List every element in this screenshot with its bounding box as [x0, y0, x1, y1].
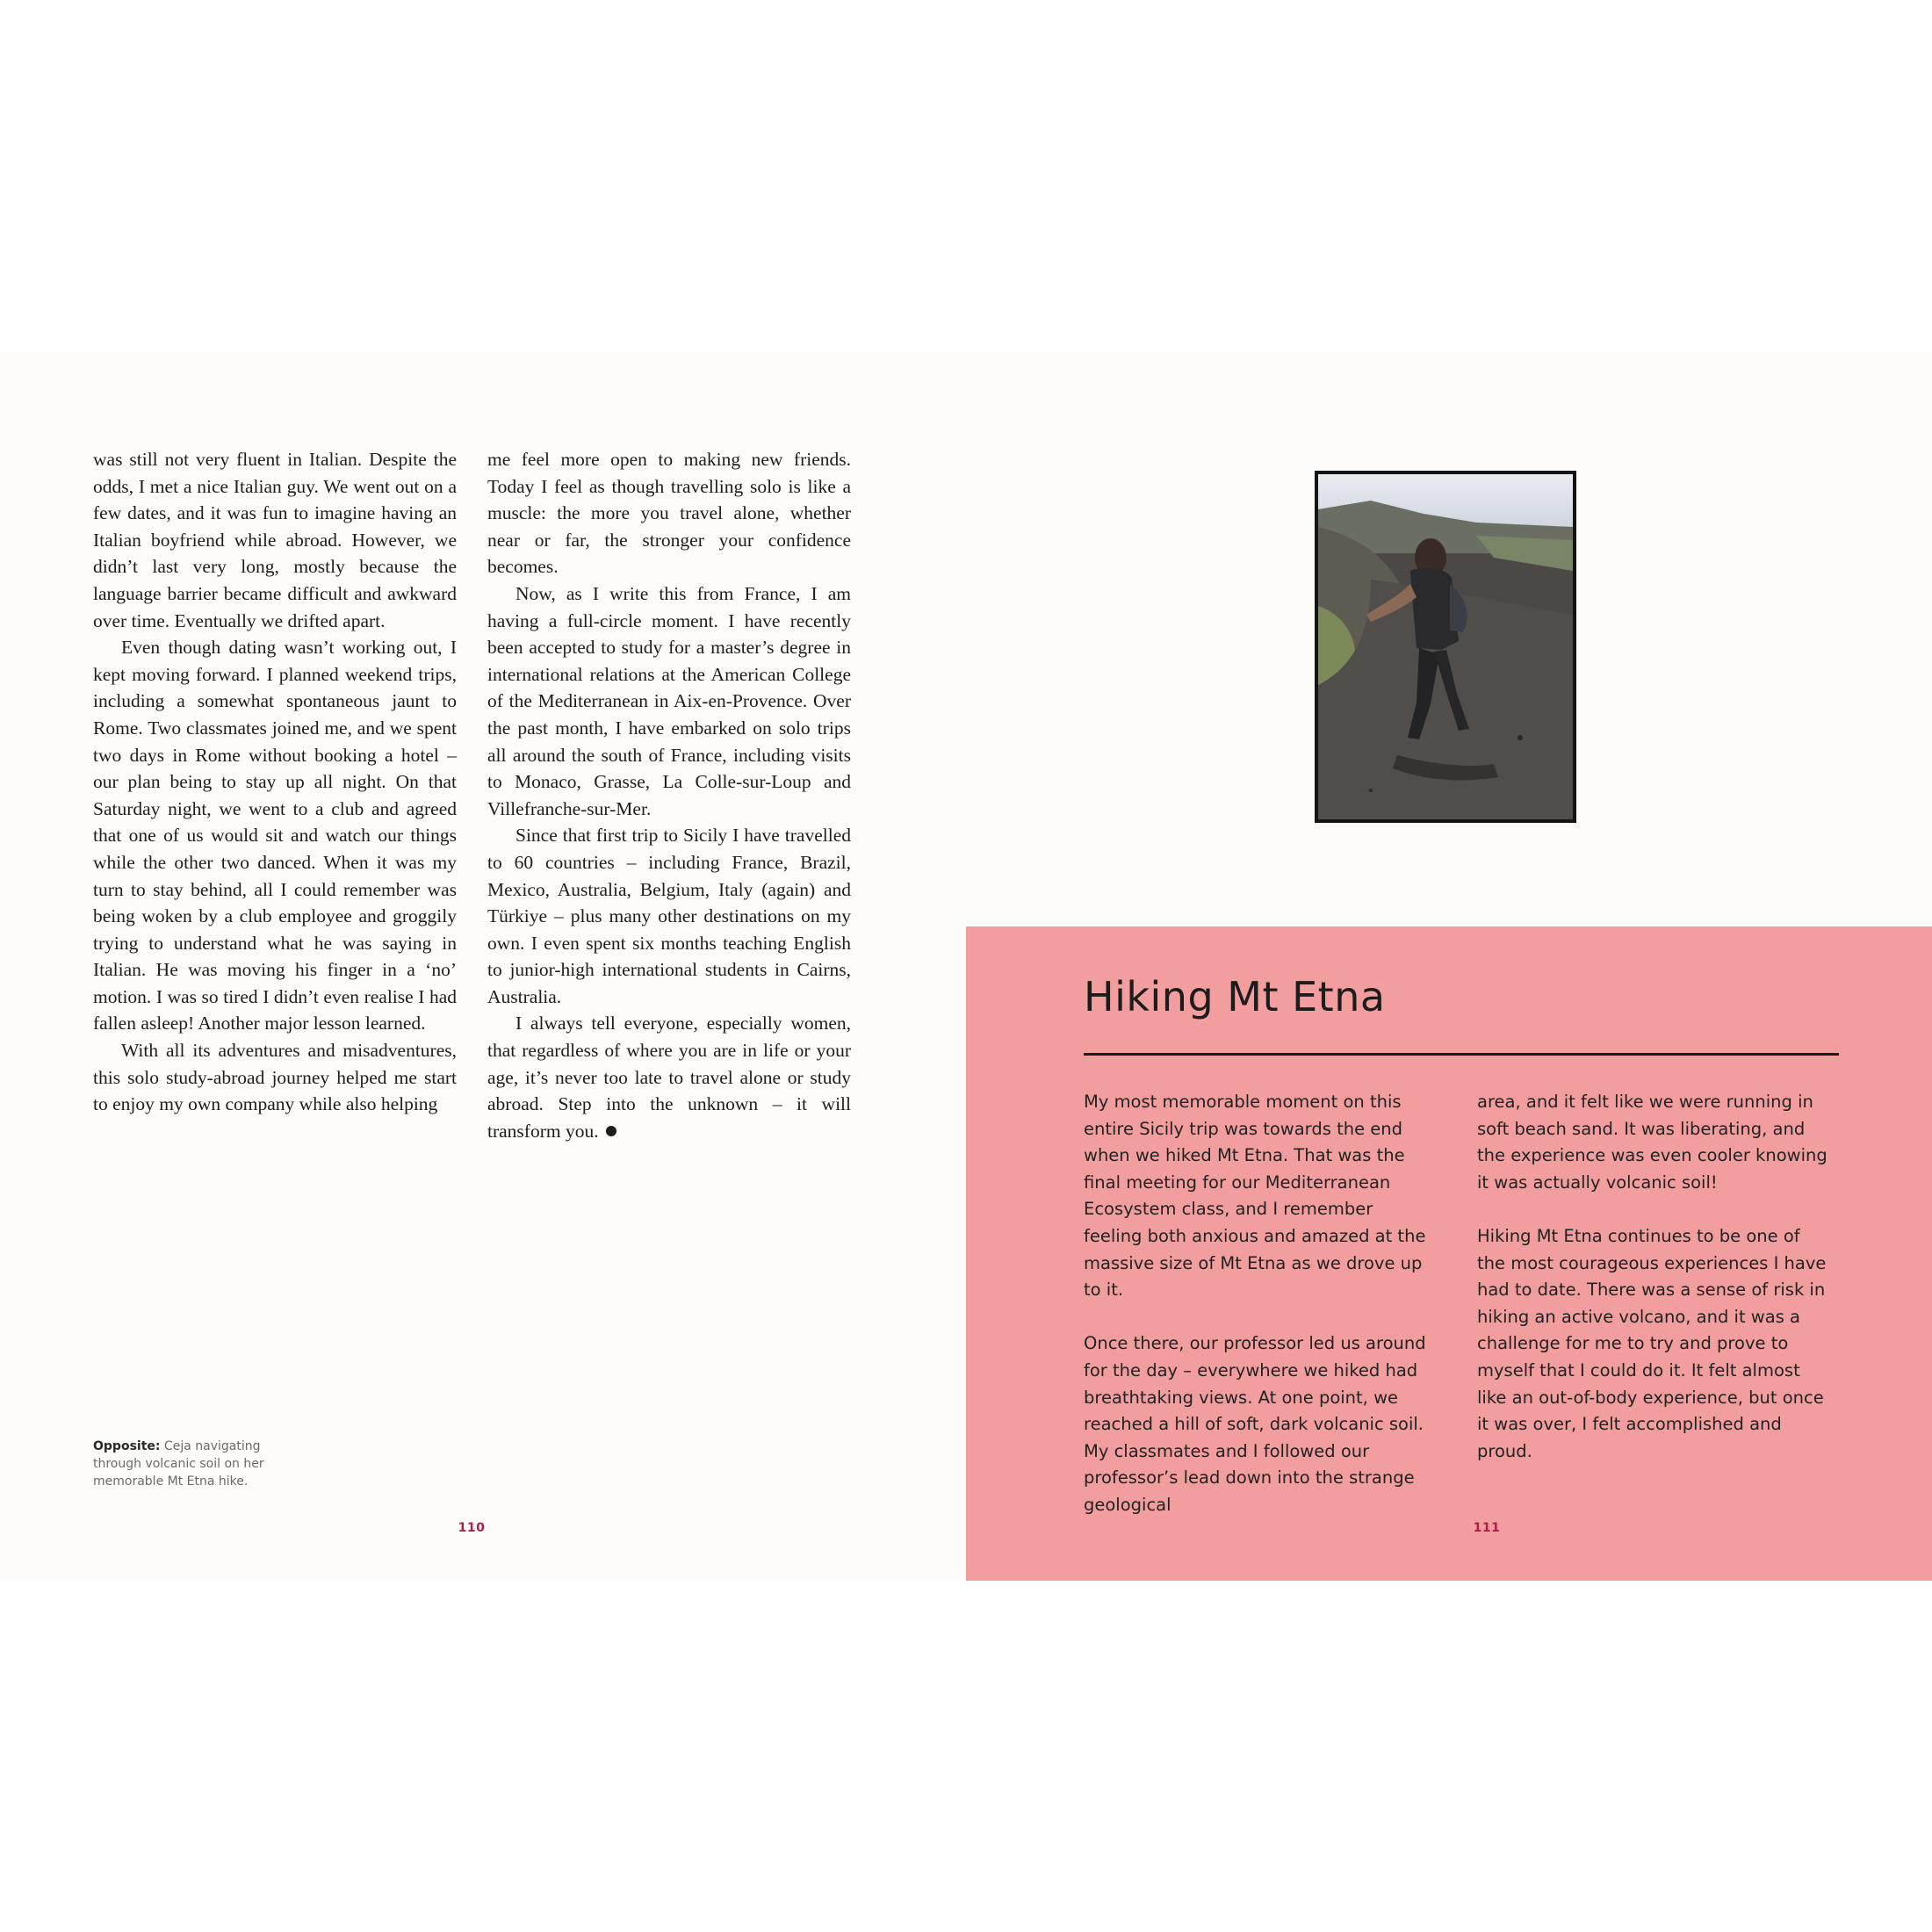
paragraph-last — [487, 1010, 851, 1144]
book-spread — [0, 351, 1932, 1581]
sidebar-column-2 — [1477, 1089, 1828, 1492]
sidebar-column-1 — [1084, 1089, 1435, 1546]
paragraph: Now, as I write this from France, I am having a full-circle moment. I have recently been accepted to study for a master’s degree in international relations at the American College of the Mediterranean in Aix-en-Provence. Over the past month, I have embarked on solo trips all around the south of France, including visits to Monaco, Grasse, La Colle-sur-Loup and Villefranche-sur-Mer. — [487, 582, 851, 819]
page-number-left: 110 — [458, 1521, 486, 1535]
paragraph: was still not very fluent in Italian. Despite the odds, I met a nice Italian guy. We went out on a few dates, and it was fun to imagine having an Italian boyfriend while abroad. However, we didn’t last very long, mostly because the language barrier became difficult and awkward over time. Eventually we drifted apart. — [93, 449, 457, 631]
paragraph: Since that first trip to Sicily I have travelled to 60 countries – including France, Brazil, Mexico, Australia, Belgium, Italy (again) and Türkiye – plus many other destinations on my own. I even spent six months teaching English to junior-high international students in Cairns, Australia. — [487, 825, 851, 1007]
sidebar-paragraph: Once there, our professor led us around for the day – everywhere we hiked had breathtaking views. At one point, we reached a hill of soft, dark volcanic soil. My classmates and I followed our professor’s lead down into the strange geological — [1084, 1333, 1426, 1515]
sidebar-box — [966, 926, 1932, 1581]
title-divider — [1084, 1053, 1839, 1056]
caption-text: Ceja navigating through volcanic soil on her memorable Mt Etna hike. — [93, 1439, 264, 1489]
hike-photo — [1315, 471, 1576, 823]
end-mark-icon — [606, 1126, 616, 1136]
left-text-column-1 — [93, 446, 457, 1118]
left-text-column-2 — [487, 446, 851, 1144]
paragraph: With all its adventures and misadventures, this solo study-abroad journey helped me start to enjoy my own company while also helping — [93, 1040, 457, 1115]
sidebar-paragraph: area, and it felt like we were running in soft beach sand. It was liberating, and the experience was even cooler knowing it was actually volcanic soil! — [1477, 1092, 1827, 1193]
caption-label: Opposite: — [93, 1439, 161, 1453]
sidebar-paragraph: My most memorable moment on this entire Sicily trip was towards the end when we hiked Mt Etna. That was the final meeting for our Mediterranean Ecosystem class, and I remember feeling both anxious and amazed at the massive size of Mt Etna as we drove up to it. — [1084, 1092, 1426, 1301]
page-number-right: 111 — [1473, 1521, 1501, 1535]
paragraph: me feel more open to making new friends. Today I feel as though travelling solo is like a muscle: the more you travel alone, whether near or far, the stronger your confidence becomes. — [487, 449, 851, 578]
paragraph-text: I always tell everyone, especially women, that regardless of where you are in life or your age, it’s never too late to travel alone or study abroad. Step into the unknown – it will transform you. — [487, 1013, 851, 1142]
sidebar-title: Hiking Mt Etna — [1084, 973, 1386, 1020]
left-page — [0, 351, 966, 1581]
right-page — [966, 351, 1932, 1581]
photo-caption — [93, 1438, 295, 1490]
sidebar-paragraph: Hiking Mt Etna continues to be one of the most courageous experiences I have had to date. There was a sense of risk in hiking an active volcano, and it was a challenge for me to try and prove to myself that I could do it. It felt almost like an out-of-body experience, but once it was over, I felt accomplished and proud. — [1477, 1225, 1827, 1461]
paragraph: Even though dating wasn’t working out, I kept moving forward. I planned weekend trips, including a somewhat spontaneous jaunt to Rome. Two classmates joined me, and we spent two days in Rome without booking a hotel – our plan being to stay up all night. On that Saturday night, we went to a club and agreed that one of us would sit and watch our things while the other two danced. When it was my turn to stay behind, all I could remember was being woken by a club employee and groggily trying to understand what he was saying in Italian. He was moving his finger in a ‘no’ motion. I was so tired I didn’t even realise I had fallen asleep! Another major lesson learned. — [93, 637, 457, 1034]
volcanic-hike-image — [1318, 474, 1573, 819]
